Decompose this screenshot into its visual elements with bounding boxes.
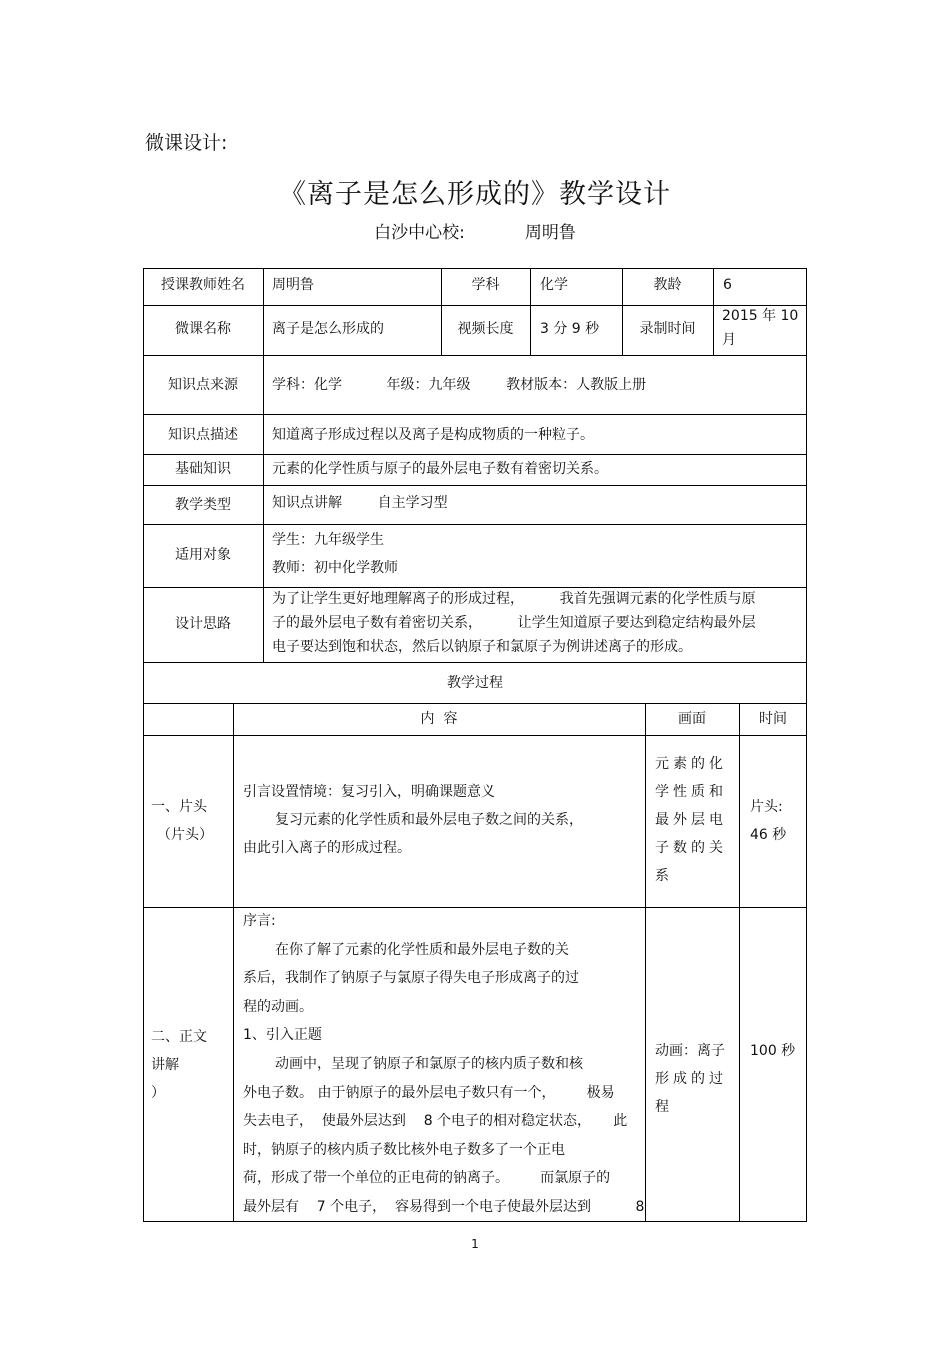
teacher-label: 授课教师姓名 <box>161 277 245 293</box>
grid-line <box>143 305 807 306</box>
description-value: 知道离子形成过程以及离子是构成物质的一种粒子。 <box>272 427 594 443</box>
audience-value <box>272 526 398 582</box>
intro-screen <box>655 750 727 890</box>
grid-line <box>143 703 807 704</box>
main-time: 100 秒 <box>750 1043 796 1059</box>
stage-main <box>151 1023 207 1107</box>
screen-line: 学性质和 <box>655 784 727 800</box>
stage-line: 二、正文 <box>151 1029 207 1045</box>
content-line: 1、引入正题 <box>243 1027 322 1044</box>
main-content <box>243 907 645 1222</box>
design-value <box>272 587 756 659</box>
content-line: 外电子数。 由于钠原子的最外层电子数只有一个， 极易 <box>243 1084 615 1101</box>
stage-line: ） <box>151 1085 165 1101</box>
stage-line: 一、片头 <box>151 799 207 815</box>
content-line: 系后，我制作了钠原子与氯原子得失电子形成离子的过 <box>243 970 579 987</box>
teaching-age-label: 教龄 <box>653 277 682 293</box>
design-line: 电子要达到饱和状态，然后以钠原子和氯原子为例讲述离子的形成。 <box>272 639 692 655</box>
page-number: 1 <box>471 1237 479 1251</box>
col-time-header: 时间 <box>759 711 787 727</box>
screen-line: 元素的化 <box>655 756 727 772</box>
content-line: 序言: <box>243 913 276 929</box>
grid-line <box>143 414 807 415</box>
teaching-type-label: 教学类型 <box>175 497 231 513</box>
main-screen <box>655 1037 727 1121</box>
doc-heading: 微课设计: <box>145 132 228 154</box>
col-content-header: 内 容 <box>420 711 458 727</box>
audience-students: 学生：九年级学生 <box>272 532 384 548</box>
doc-subtitle <box>0 218 950 243</box>
stage-line: （片头） <box>157 827 213 843</box>
process-title: 教学过程 <box>447 675 503 691</box>
audience-label: 适用对象 <box>175 547 231 563</box>
col-screen-header: 画面 <box>678 711 706 727</box>
source-label: 知识点来源 <box>168 377 238 393</box>
author-name: 周明鲁 <box>524 223 576 243</box>
teacher-value: 周明鲁 <box>272 277 314 293</box>
content-line: 在你了解了元素的化学性质和最外层电子数的关 <box>275 941 569 958</box>
grid-line <box>143 355 807 356</box>
school-name: 白沙中心校: <box>374 223 465 243</box>
basic-knowledge-value: 元素的化学性质与原子的最外层电子数有着密切关系。 <box>272 461 608 477</box>
intro-time <box>750 793 786 849</box>
description-label: 知识点描述 <box>168 427 238 443</box>
intro-content <box>243 778 638 862</box>
screen-line: 最外层电 <box>655 812 727 828</box>
grid-line <box>233 703 234 1222</box>
time-line: 46 秒 <box>750 827 787 843</box>
video-length-value: 3 分 9 秒 <box>540 321 600 337</box>
screen-line: 系 <box>655 868 673 884</box>
record-date-line: 2015 年 10 <box>722 308 799 324</box>
grid-line <box>143 524 807 525</box>
lesson-name-value: 离子是怎么形成的 <box>272 321 384 337</box>
grid-line <box>143 662 807 663</box>
design-line: 子的最外层电子数有着密切关系， 让学生知道原子要达到稳定结构最外层 <box>272 615 756 631</box>
content-line: 荷，形成了带一个单位的正电荷的钠离子。 而氯原子的 <box>243 1170 611 1187</box>
doc-title: 《离子是怎么形成的》教学设计 <box>279 179 671 210</box>
time-line: 片头: <box>750 799 783 815</box>
subject-value: 化学 <box>540 277 568 293</box>
video-length-label: 视频长度 <box>457 321 514 337</box>
screen-line: 形成的过 <box>655 1071 727 1087</box>
source-value: 学科：化学 年级：九年级 教材版本：人教版上册 <box>272 377 647 393</box>
audience-teachers: 教师：初中化学教师 <box>272 560 398 576</box>
grid-line <box>143 485 807 486</box>
teaching-age-value: 6 <box>723 277 732 293</box>
screen-line: 子数的关 <box>655 840 727 856</box>
record-date-line: 月 <box>722 332 736 348</box>
lesson-name-label: 微课名称 <box>175 321 231 337</box>
stage-intro <box>151 793 213 849</box>
basic-knowledge-label: 基础知识 <box>175 461 231 477</box>
screen-line: 程 <box>655 1099 669 1115</box>
content-line: 复习元素的化学性质和最外层电子数之间的关系， <box>275 812 583 828</box>
record-date-label: 录制时间 <box>639 321 696 337</box>
screen-line: 动画：离子 <box>655 1043 725 1059</box>
teaching-type-value: 知识点讲解 自主学习型 <box>272 495 448 511</box>
content-line: 动画中，呈现了钠原子和氯原子的核内质子数和核 <box>275 1055 583 1072</box>
content-line: 由此引入离子的形成过程。 <box>243 840 411 856</box>
design-label: 设计思路 <box>175 616 231 632</box>
grid-line <box>530 268 531 355</box>
grid-line <box>143 735 807 736</box>
stage-line: 讲解 <box>151 1057 179 1073</box>
design-line: 为了让学生更好地理解离子的形成过程， 我首先强调元素的化学性质与原 <box>272 591 756 607</box>
content-line: 时，钠原子的核内质子数比核外电子数多了一个正电 <box>243 1141 565 1158</box>
grid-line <box>739 703 740 1222</box>
content-line: 引言设置情境：复习引入，明确课题意义 <box>243 784 495 800</box>
grid-line <box>263 268 264 663</box>
content-line: 程的动画。 <box>243 998 313 1015</box>
record-date-value <box>722 304 798 352</box>
grid-line <box>713 268 714 355</box>
subject-label: 学科 <box>471 277 500 293</box>
grid-line <box>645 703 646 1222</box>
content-line: 最外层有 7 个电子， 容易得到一个电子使最外层达到 8 <box>243 1198 645 1215</box>
content-line: 失去电子， 使最外层达到 8 个电子的相对稳定状态， 此 <box>243 1113 628 1130</box>
